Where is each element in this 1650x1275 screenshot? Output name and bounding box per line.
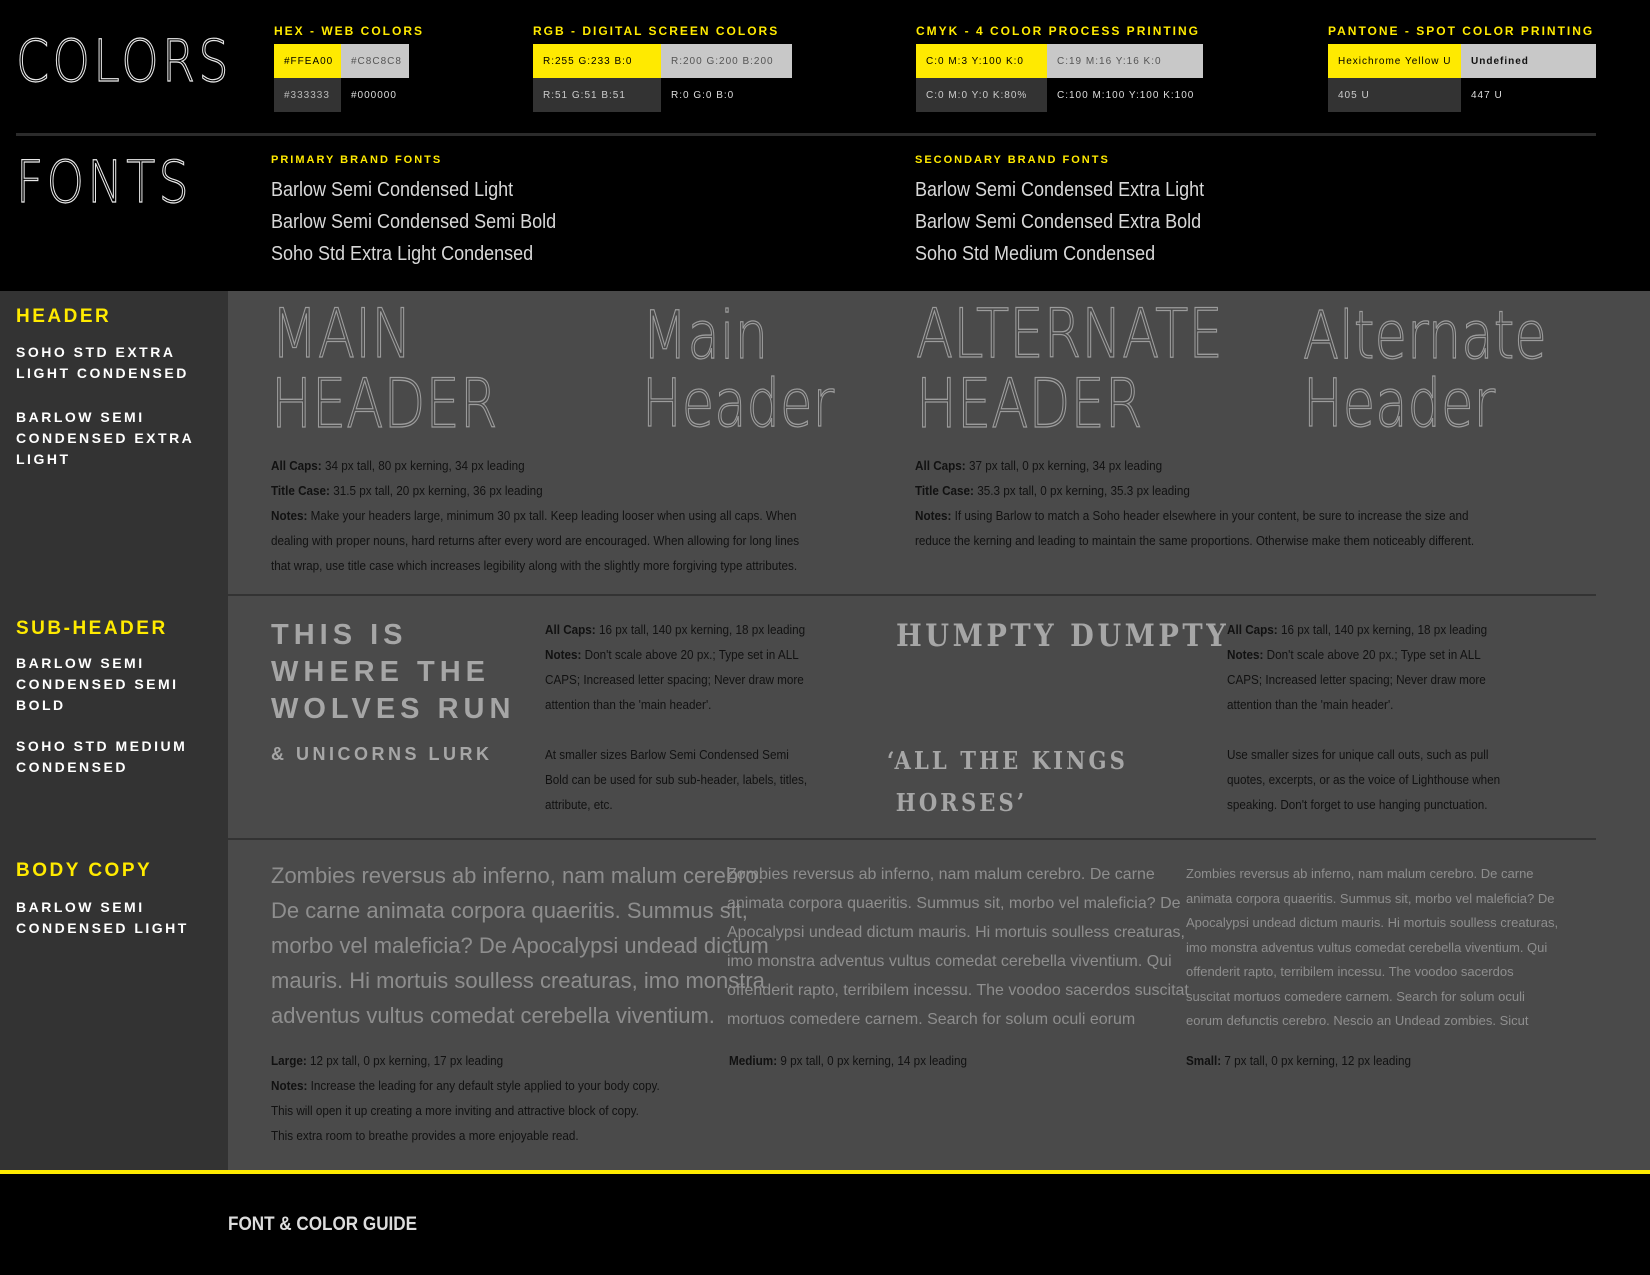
- body-line: imo monstra adventus vultus comedat cerebella viventium. Qui: [727, 953, 1172, 970]
- body-line: morbo vel maleficia? De Apocalypsi undead dictum: [271, 933, 769, 958]
- spec-text: that wrap, use title case which increases legibility along with the slightly more forgiving type attributes.: [271, 558, 798, 573]
- alt-header-caps-line: HEADER: [916, 365, 1143, 445]
- cmyk-swatch-yellow: C:0 M:3 Y:100 K:0: [916, 44, 1047, 78]
- body-line: eorum defunctis cerebro. Nescio an Undead zombies. Sicut: [1186, 1013, 1529, 1028]
- spec-label: Notes:: [1227, 647, 1264, 662]
- sidebar-header-title: HEADER: [16, 306, 112, 327]
- footer-accent-bar: [0, 1170, 1650, 1174]
- subheader-sample-line: WOLVES RUN: [271, 693, 516, 725]
- body-small-sample: [1186, 862, 1566, 1034]
- body-line: animata corpora quaeritis. Summus sit, morbo vel maleficia? De: [1186, 890, 1555, 906]
- pantone-swatch-darkgray: 405 U: [1328, 78, 1461, 112]
- rgb-swatch-black: R:0 G:0 B:0: [661, 78, 792, 112]
- main-header-title-line: Header: [642, 364, 835, 442]
- spec-label: Small:: [1186, 1053, 1222, 1068]
- main-header-title-line: Main: [642, 297, 769, 374]
- primary-font-item: Soho Std Extra Light Condensed: [271, 243, 534, 265]
- main-header-title: [642, 297, 835, 442]
- pantone-swatch-black: 447 U: [1461, 78, 1596, 112]
- body-line: offenderit rapto, terribilem incessu. The voodoo sacerdos suscitat: [727, 982, 1189, 999]
- main-header-spec: [271, 453, 799, 578]
- sidebar-subheader-font-1: BARLOW SEMI CONDENSED SEMI BOLD: [16, 655, 179, 713]
- subheader-left-spec: [545, 617, 807, 817]
- sidebar-subheader-title: SUB-HEADER: [16, 618, 168, 639]
- spec-text: Don't scale above 20 px.; Type set in ALL: [1263, 647, 1481, 662]
- spec-text: attribute, etc.: [545, 797, 613, 812]
- body-line: Apocalypsi undead dictum mauris. Hi mortuis soulless creaturas,: [727, 924, 1185, 941]
- subheader-sample-line: WHERE THE: [271, 656, 490, 688]
- body-large-sample: [271, 858, 769, 1033]
- body-line: De carne animata corpora quaeritis. Summus sit,: [271, 898, 748, 923]
- hex-swatch-lightgray: #C8C8C8: [341, 44, 409, 78]
- spec-label: All Caps:: [915, 458, 966, 473]
- spec-text: attention than the 'main header'.: [1227, 697, 1394, 712]
- body-medium-spec: [729, 1048, 967, 1073]
- body-line: adventus vultus comedat cerebella viventium.: [271, 1003, 715, 1028]
- subheader-right-spec: [1227, 617, 1500, 817]
- main-header-caps: [271, 295, 498, 445]
- spec-text: Use smaller sizes for unique call outs, such as pull: [1227, 747, 1489, 762]
- cmyk-swatch-darkgray: C:0 M:0 Y:0 K:80%: [916, 78, 1047, 112]
- secondary-font-item: Barlow Semi Condensed Extra Bold: [915, 211, 1202, 233]
- subheader-sample: [271, 617, 515, 728]
- spec-text: dealing with proper nouns, hard returns after every word are encouraged. When allowing for long lines: [271, 533, 800, 548]
- pantone-swatch-yellow: Hexichrome Yellow U: [1328, 44, 1461, 78]
- body-large-spec: [271, 1048, 660, 1148]
- sidebar-header-font-1: SOHO STD EXTRA LIGHT CONDENSED: [16, 344, 189, 381]
- body-line: suscitat mortuos comedere carnem. Search for solum oculi: [1186, 988, 1525, 1004]
- spec-label: Large:: [271, 1053, 307, 1068]
- spec-text: 16 px tall, 140 px kerning, 18 px leading: [595, 622, 806, 637]
- sidebar-header-font-2: BARLOW SEMI CONDENSED EXTRA LIGHT: [16, 409, 194, 467]
- body-line: Zombies reversus ab inferno, nam malum cerebro.: [271, 863, 764, 888]
- rgb-swatch-yellow: R:255 G:233 B:0: [533, 44, 661, 78]
- alt-header-title: [1303, 297, 1547, 442]
- rgb-label: RGB - DIGITAL SCREEN COLORS: [533, 24, 780, 38]
- pantone-label: PANTONE - SPOT COLOR PRINTING: [1328, 24, 1595, 38]
- spec-label: Title Case:: [271, 483, 330, 498]
- row-divider: [228, 594, 1596, 596]
- alt-header-title-line: Header: [1303, 364, 1496, 442]
- rgb-swatch-lightgray: R:200 G:200 B:200: [661, 44, 792, 78]
- section-divider: [16, 133, 1596, 136]
- spec-text: CAPS; Increased letter spacing; Never draw more: [545, 672, 804, 687]
- subheader-sample-line: THIS IS: [271, 619, 408, 651]
- pull-quote-line: HORSES’: [895, 788, 1028, 817]
- spec-text: CAPS; Increased letter spacing; Never draw more: [1227, 672, 1486, 687]
- spec-text: quotes, excerpts, or as the voice of Lighthouse when: [1227, 772, 1501, 787]
- secondary-font-item: Soho Std Medium Condensed: [915, 243, 1156, 265]
- colors-title: COLORS: [16, 27, 232, 95]
- subheader-small-sample: & UNICORNS LURK: [271, 744, 493, 764]
- spec-label: All Caps:: [1227, 622, 1278, 637]
- row-divider: [228, 838, 1596, 840]
- rgb-swatch-darkgray: R:51 G:51 B:51: [533, 78, 661, 112]
- hex-label: HEX - WEB COLORS: [274, 24, 425, 38]
- humpty-dumpty-sample: HUMPTY DUMPTY: [896, 618, 1230, 654]
- spec-text: 12 px tall, 0 px kerning, 17 px leading: [306, 1053, 504, 1068]
- cmyk-swatch-black: C:100 M:100 Y:100 K:100: [1047, 78, 1203, 112]
- spec-text: 37 px tall, 0 px kerning, 34 px leading: [965, 458, 1163, 473]
- hex-swatch-black: #000000: [341, 78, 409, 112]
- main-header-caps-line: MAIN: [271, 295, 412, 374]
- primary-font-item: Barlow Semi Condensed Light: [271, 179, 514, 201]
- cmyk-swatch-lightgray: C:19 M:16 Y:16 K:0: [1047, 44, 1203, 78]
- secondary-fonts-list: [915, 174, 1236, 270]
- main-header-caps-line: HEADER: [271, 365, 498, 445]
- spec-label: All Caps:: [545, 622, 596, 637]
- cmyk-label: CMYK - 4 COLOR PROCESS PRINTING: [916, 24, 1201, 38]
- pull-quote-sample: [887, 740, 1128, 824]
- body-line: offenderit rapto, terribilem incessu. The voodoo sacerdos: [1186, 964, 1514, 979]
- footer-title: FONT & COLOR GUIDE: [228, 1214, 418, 1235]
- pantone-swatch-lightgray: Undefined: [1461, 44, 1596, 78]
- spec-text: This will open it up creating a more inviting and attractive block of copy.: [271, 1103, 639, 1118]
- spec-text: This extra room to breathe provides a more enjoyable read.: [271, 1128, 579, 1143]
- spec-text: attention than the 'main header'.: [545, 697, 712, 712]
- spec-text: Increase the leading for any default style applied to your body copy.: [307, 1078, 660, 1093]
- hex-swatch-darkgray: #333333: [274, 78, 341, 112]
- secondary-fonts-label: SECONDARY BRAND FONTS: [915, 154, 1110, 166]
- sidebar-body-title: BODY COPY: [16, 860, 153, 881]
- primary-fonts-label: PRIMARY BRAND FONTS: [271, 154, 443, 166]
- alt-header-title-line: Alternate: [1303, 297, 1547, 374]
- sidebar-subheader-font-2: SOHO STD MEDIUM CONDENSED: [16, 738, 188, 775]
- spec-text: 31.5 px tall, 20 px kerning, 36 px leading: [329, 483, 543, 498]
- body-line: Apocalypsi undead dictum mauris. Hi mortuis soulless creaturas,: [1186, 915, 1559, 930]
- body-line: Zombies reversus ab inferno, nam malum cerebro. De carne: [1186, 866, 1534, 881]
- spec-text: Bold can be used for sub sub-header, labels, titles,: [545, 772, 808, 787]
- spec-text: 34 px tall, 80 px kerning, 34 px leading: [321, 458, 525, 473]
- body-line: imo monstra adventus vultus comedat cerebella viventium. Qui: [1186, 939, 1548, 955]
- alt-header-spec: [915, 453, 1474, 553]
- secondary-font-item: Barlow Semi Condensed Extra Light: [915, 179, 1205, 201]
- spec-text: If using Barlow to match a Soho header elsewhere in your content, be sure to increase the size and: [951, 508, 1469, 523]
- body-small-spec: [1186, 1048, 1411, 1073]
- spec-label: Notes:: [915, 508, 952, 523]
- fonts-title: FONTS: [16, 148, 193, 216]
- pull-quote-line: ‘ALL THE KINGS: [887, 746, 1128, 775]
- alt-header-caps: [916, 295, 1223, 445]
- primary-font-item: Barlow Semi Condensed Semi Bold: [271, 211, 557, 233]
- primary-fonts-list: [271, 174, 588, 270]
- alt-header-caps-line: ALTERNATE: [916, 295, 1223, 374]
- spec-text: At smaller sizes Barlow Semi Condensed Semi: [545, 747, 789, 762]
- spec-text: Make your headers large, minimum 30 px tall. Keep leading looser when using all caps. When: [307, 508, 797, 523]
- spec-text: 9 px tall, 0 px kerning, 14 px leading: [777, 1053, 968, 1068]
- spec-label: Medium:: [729, 1053, 778, 1068]
- body-line: Zombies reversus ab inferno, nam malum cerebro. De carne: [727, 866, 1155, 883]
- body-medium-sample: [727, 860, 1189, 1034]
- spec-label: Notes:: [271, 1078, 308, 1093]
- spec-text: 7 px tall, 0 px kerning, 12 px leading: [1221, 1053, 1412, 1068]
- hex-swatch-yellow: #FFEA00: [274, 44, 341, 78]
- body-line: animata corpora quaeritis. Summus sit, morbo vel maleficia? De: [727, 895, 1181, 912]
- spec-label: Title Case:: [915, 483, 974, 498]
- spec-text: reduce the kerning and leading to maintain the same proportions. Otherwise make them noticeably different.: [915, 533, 1475, 548]
- body-line: mauris. Hi mortuis soulless creaturas, imo monstra: [271, 968, 765, 993]
- spec-label: Notes:: [271, 508, 308, 523]
- body-line: mortuos comedere carnem. Search for solum oculi eorum: [727, 1011, 1136, 1028]
- spec-text: 35.3 px tall, 0 px kerning, 35.3 px leading: [973, 483, 1190, 498]
- spec-text: speaking. Don't forget to use hanging punctuation.: [1227, 797, 1488, 812]
- spec-text: Don't scale above 20 px.; Type set in ALL: [581, 647, 799, 662]
- spec-text: 16 px tall, 140 px kerning, 18 px leading: [1277, 622, 1488, 637]
- sidebar-body-font-1: BARLOW SEMI CONDENSED LIGHT: [16, 899, 189, 936]
- spec-label: All Caps:: [271, 458, 322, 473]
- spec-label: Notes:: [545, 647, 582, 662]
